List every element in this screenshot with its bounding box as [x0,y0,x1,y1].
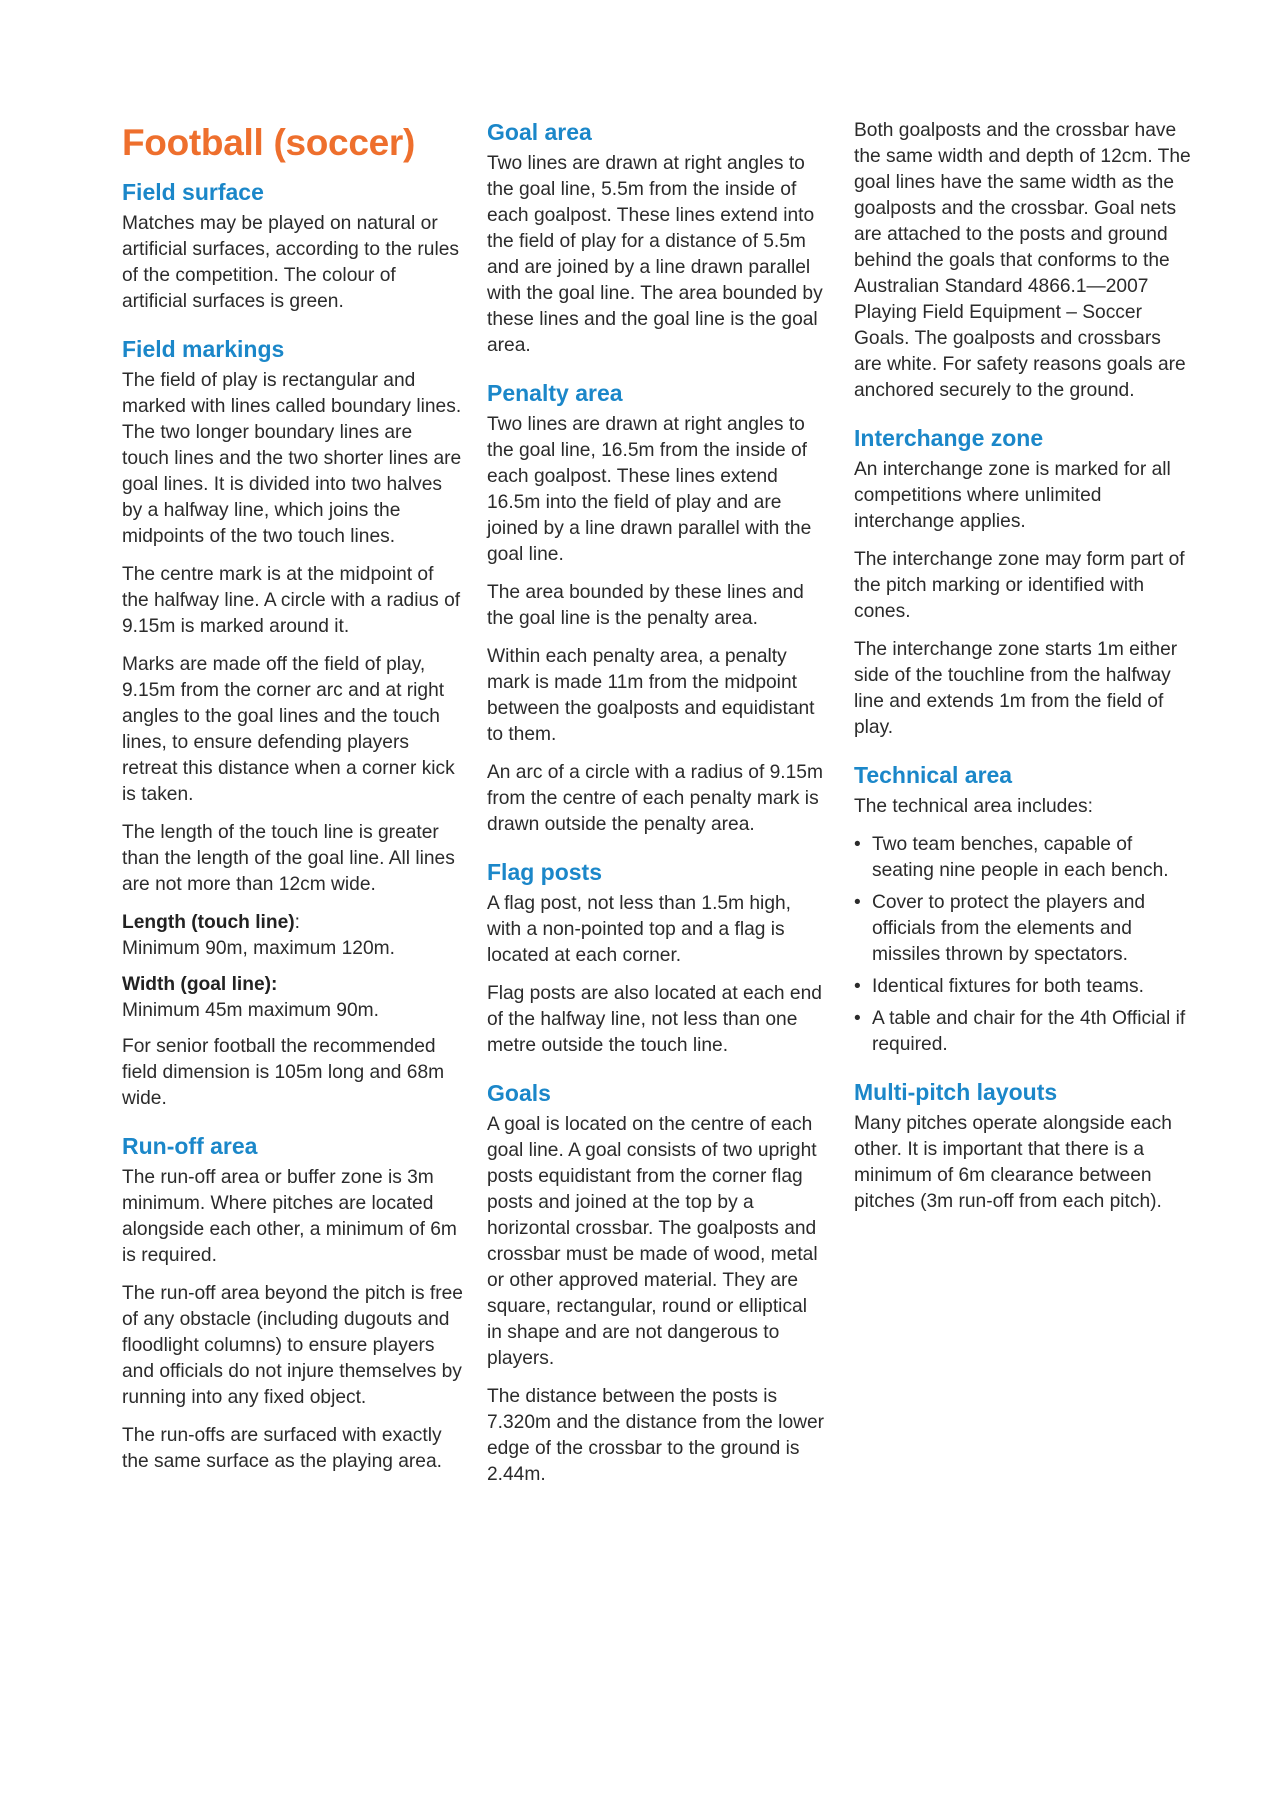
bullet-icon: • [854,834,861,855]
paragraph: The run-off area or buffer zone is 3m minimum. Where pitches are located alongside each other, a minimum of 6m is required. [122,1167,457,1266]
paragraph: The length of the touch line is greater than the length of the goal line. All lines are not more than 12cm wide. [122,822,455,895]
paragraph: The technical area includes: [854,796,1093,817]
paragraph: Marks are made off the field of play, 9.15m from the corner arc and at right angles to the goal lines and the touch lines, to ensure defending players retreat this distance when a corner kick is taken. [122,654,455,805]
heading-field-markings: Field markings [122,336,285,362]
heading-penalty-area: Penalty area [487,380,623,406]
heading-interchange-zone: Interchange zone [854,425,1044,451]
paragraph: The interchange zone starts 1m either side of the touchline from the halfway line and extends 1m from the field of play. [854,639,1178,738]
bullet-icon: • [854,892,861,913]
column-left [122,118,464,1487]
paragraph: For senior football the recommended field dimension is 105m long and 68m wide. [122,1036,445,1109]
paragraph: Within each penalty area, a penalty mark is made 11m from the midpoint between the goalposts and equidistant to them. [487,646,815,745]
section-technical-area [854,761,1192,1058]
field-dimensions [122,910,464,1024]
paragraph: Two lines are drawn at right angles to the goal line, 5.5m from the inside of each goalpost. These lines extend into the field of play for a distance of 5.5m and are joined by a line drawn parallel with the goal line. The area bounded by these lines and the goal line is the goal area. [487,153,823,356]
paragraph: Two lines are drawn at right angles to the goal line, 16.5m from the inside of each goalpost. These lines extend 16.5m into the field of play and are joined by a line drawn parallel with the goal line. [487,414,812,565]
section-field-surface [122,178,464,315]
column-middle [487,118,825,1500]
paragraph: A goal is located on the centre of each goal line. A goal consists of two upright posts equidistant from the corner flag posts and joined at the top by a horizontal crossbar. The goalposts and crossbar must be made of wood, metal or other approved material. They are square, rectangular, round or elliptical in shape and are not dangerous to players. [487,1114,818,1369]
bullet-icon: • [854,976,861,997]
column-right [854,118,1192,1227]
heading-technical-area: Technical area [854,762,1013,788]
list-item-text: Cover to protect the players and officials from the elements and missiles thrown by spectators. [872,892,1146,965]
section-field-markings [122,335,464,1112]
section-goal-area [487,118,825,359]
list-item [854,1006,1192,1058]
heading-flag-posts: Flag posts [487,859,603,885]
paragraph: The run-offs are surfaced with exactly the same surface as the playing area. [122,1425,442,1472]
section-penalty-area [487,379,825,838]
paragraph: The distance between the posts is 7.320m and the distance from the lower edge of the crossbar to the ground is 2.44m. [487,1386,825,1485]
list-item [854,974,1192,1000]
page-title: Football (soccer) [122,122,415,163]
paragraph: Many pitches operate alongside each other. It is important that there is a minimum of 6m clearance between pitches (3m run-off from each pitch). [854,1113,1172,1212]
section-goals-continued [854,118,1192,404]
paragraph: Matches may be played on natural or artificial surfaces, according to the rules of the competition. The colour of artificial surfaces is green. [122,213,459,312]
list-item [854,890,1192,968]
paragraph: The centre mark is at the midpoint of the halfway line. A circle with a radius of 9.15m is marked around it. [122,564,461,637]
paragraph: An arc of a circle with a radius of 9.15m from the centre of each penalty mark is drawn outside the penalty area. [487,762,823,835]
technical-area-list [854,832,1192,1058]
heading-goals: Goals [487,1080,551,1106]
paragraph: A flag post, not less than 1.5m high, with a non-pointed top and a flag is located at each corner. [487,893,791,966]
paragraph: Both goalposts and the crossbar have the same width and depth of 12cm. The goal lines have the same width as the goalposts and the crossbar. Goal nets are attached to the posts and ground behind the goals that conforms to the Australian Standard 4866.1—2007 Playing Field Equipment – Soccer Goals. The goalposts and crossbars are white. For safety reasons goals are anchored securely to the ground. [854,120,1191,401]
heading-multi-pitch-layouts: Multi-pitch layouts [854,1079,1058,1105]
paragraph: The area bounded by these lines and the goal line is the penalty area. [487,582,804,629]
section-run-off-area [122,1132,464,1475]
width-spec [122,972,464,1024]
heading-run-off-area: Run-off area [122,1133,258,1159]
list-item-text: Identical fixtures for both teams. [872,976,1144,997]
paragraph: An interchange zone is marked for all competitions where unlimited interchange applies. [854,459,1171,532]
heading-field-surface: Field surface [122,179,264,205]
bullet-icon: • [854,1008,861,1029]
width-value: Minimum 45m maximum 90m. [122,1000,379,1021]
list-item [854,832,1192,884]
paragraph: The field of play is rectangular and marked with lines called boundary lines. The two longer boundary lines are touch lines and the two shorter lines are goal lines. It is divided into two halves by a halfway line, which joins the midpoints of the two touch lines. [122,370,462,547]
section-interchange-zone [854,424,1192,741]
heading-goal-area: Goal area [487,119,592,145]
section-multi-pitch-layouts [854,1078,1192,1215]
section-flag-posts [487,858,825,1059]
length-label: Length (touch line) [122,912,295,933]
width-label: Width (goal line): [122,974,278,995]
length-value: Minimum 90m, maximum 120m. [122,938,395,959]
list-item-text: A table and chair for the 4th Official if required. [872,1008,1186,1055]
paragraph: The run-off area beyond the pitch is free of any obstacle (including dugouts and floodlight columns) to ensure players and officials do not injure themselves by running into any fixed object. [122,1283,463,1408]
list-item-text: Two team benches, capable of seating nine people in each bench. [872,834,1169,881]
length-spec [122,910,464,962]
paragraph: The interchange zone may form part of the pitch marking or identified with cones. [854,549,1185,622]
paragraph: Flag posts are also located at each end of the halfway line, not less than one metre outside the touch line. [487,983,822,1056]
section-goals [487,1079,825,1488]
length-colon: : [294,912,301,933]
